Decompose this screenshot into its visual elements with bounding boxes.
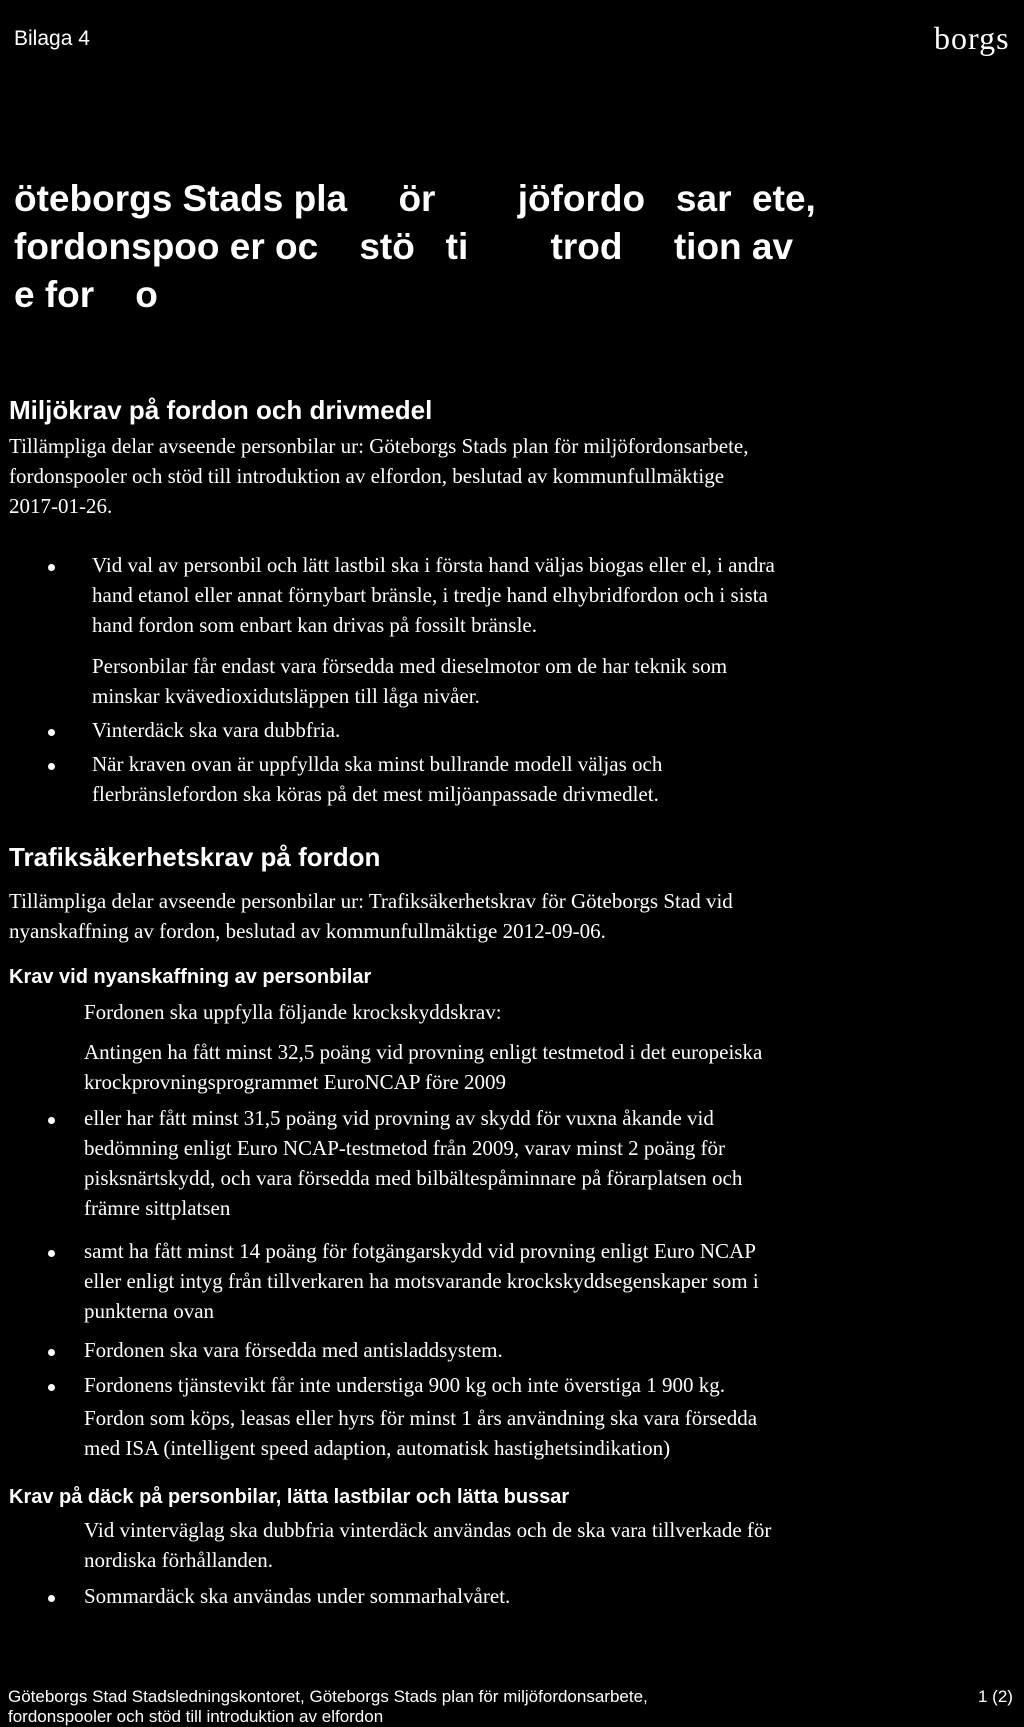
list-item-line: med ISA (intelligent speed adaption, automatisk hastighetsindikation) bbox=[84, 1436, 671, 1460]
list-item bbox=[84, 1236, 759, 1326]
bullet-icon bbox=[48, 1117, 55, 1124]
list-item bbox=[92, 749, 662, 809]
list-item bbox=[92, 651, 727, 711]
list-item-line: När kraven ovan är uppfyllda ska minst bullrande modell väljas och bbox=[92, 752, 663, 776]
intro-line: fordonspooler och stöd till introduktion av elfordon, beslutad av kommunfullmäktige bbox=[9, 464, 725, 488]
list-item bbox=[84, 997, 502, 1027]
list-item-line: flerbränslefordon ska köras på det mest miljöanpassade drivmedlet. bbox=[92, 782, 659, 806]
list-item bbox=[84, 1581, 510, 1611]
list-item-line: punkterna ovan bbox=[84, 1299, 215, 1323]
bullet-icon bbox=[48, 564, 55, 571]
footer-line: fordonspooler och stöd till introduktion av elfordon bbox=[8, 1707, 384, 1726]
intro-line: Tillämpliga delar avseende personbilar ur: Göteborgs Stads plan för miljöfordonsarbete, bbox=[9, 434, 749, 458]
list-item-line: bedömning enligt Euro NCAP-testmetod från 2009, varav minst 2 poäng för bbox=[84, 1136, 725, 1160]
list-item-line: Vid val av personbil och lätt lastbil ska i första hand väljas biogas eller el, i andra bbox=[92, 553, 775, 577]
list-item bbox=[92, 550, 775, 640]
list-item bbox=[84, 1515, 771, 1575]
list-item bbox=[92, 715, 340, 745]
page-footer bbox=[8, 1687, 968, 1727]
list-item-line: eller har fått minst 31,5 poäng vid provning av skydd för vuxna åkande vid bbox=[84, 1106, 714, 1130]
section-intro-traffic-safety bbox=[9, 886, 999, 946]
list-item-line: Vinterdäck ska vara dubbfria. bbox=[92, 718, 341, 742]
intro-line: nyanskaffning av fordon, beslutad av kommunfullmäktige 2012-09-06. bbox=[9, 919, 606, 943]
list-item-line: hand etanol eller annat förnybart bränsle, i tredje hand elhybridfordon och i sista bbox=[92, 583, 768, 607]
list-item-line: eller enligt intyg från tillverkaren ha motsvarande krockskyddsegenskaper som i bbox=[84, 1269, 759, 1293]
list-item-line: Fordonen ska uppfylla följande krockskyddskrav: bbox=[84, 1000, 502, 1024]
list-item-line: Sommardäck ska användas under sommarhalvåret. bbox=[84, 1584, 511, 1608]
bullet-icon bbox=[48, 729, 55, 736]
list-item-line: Antingen ha fått minst 32,5 poäng vid provning enligt testmetod i det europeiska bbox=[84, 1040, 763, 1064]
section-heading-traffic-safety: Trafiksäkerhetskrav på fordon bbox=[9, 842, 381, 872]
list-item bbox=[84, 1370, 725, 1400]
intro-line: 2017-01-26. bbox=[9, 494, 113, 518]
title-line-3: e for o bbox=[14, 274, 158, 315]
list-item bbox=[84, 1037, 762, 1097]
list-item-line: samt ha fått minst 14 poäng för fotgängarskydd vid provning enligt Euro NCAP bbox=[84, 1239, 756, 1263]
list-item-line: Fordonens tjänstevikt får inte understiga 900 kg och inte överstiga 1 900 kg. bbox=[84, 1373, 725, 1397]
list-item-line: Fordonen ska vara försedda med antisladdsystem. bbox=[84, 1338, 503, 1362]
list-item-line: nordiska förhållanden. bbox=[84, 1548, 273, 1572]
section-heading-tyres: Krav på däck på personbilar, lätta lastbilar och lätta bussar bbox=[9, 1486, 570, 1508]
bullet-icon bbox=[48, 1384, 55, 1391]
list-item bbox=[84, 1335, 503, 1365]
list-item-line: krockprovningsprogrammet EuroNCAP före 2009 bbox=[84, 1070, 507, 1094]
list-item-line: Personbilar får endast vara försedda med dieselmotor om de har teknik som bbox=[92, 654, 728, 678]
header-fragment: borgs bbox=[934, 20, 1010, 56]
list-item-line: främre sittplatsen bbox=[84, 1196, 231, 1220]
bullet-icon bbox=[48, 1349, 55, 1356]
title-line-2: fordonspoo er oc stö ti trod tion av bbox=[14, 226, 794, 267]
subheading-new-cars: Krav vid nyanskaffning av personbilar bbox=[9, 966, 372, 988]
list-item bbox=[84, 1403, 757, 1463]
document-title bbox=[14, 175, 994, 319]
list-item bbox=[84, 1103, 742, 1223]
title-line-1: öteborgs Stads pla ör jöfordo sar ete, bbox=[14, 178, 816, 219]
page-number: 1 (2) bbox=[978, 1687, 1013, 1706]
list-item-line: Vid vinterväglag ska dubbfria vinterdäck användas och de ska vara tillverkade för bbox=[84, 1518, 772, 1542]
section-intro-environment bbox=[9, 431, 999, 521]
section-heading-environment: Miljökrav på fordon och drivmedel bbox=[9, 395, 433, 425]
footer-line: Göteborgs Stad Stadsledningskontoret, Göteborgs Stads plan för miljöfordonsarbete, bbox=[8, 1687, 648, 1706]
list-item-line: hand fordon som enbart kan drivas på fossilt bränsle. bbox=[92, 613, 537, 637]
list-item-line: pisksnärtskydd, och vara försedda med bilbältespåminnare på förarplatsen och bbox=[84, 1166, 743, 1190]
bullet-icon bbox=[48, 1250, 55, 1257]
bullet-icon bbox=[48, 763, 55, 770]
intro-line: Tillämpliga delar avseende personbilar ur: Trafiksäkerhetskrav för Göteborgs Stad vid bbox=[9, 889, 733, 913]
list-item-line: minskar kvävedioxidutsläppen till låga nivåer. bbox=[92, 684, 480, 708]
attachment-label: Bilaga 4 bbox=[14, 27, 90, 50]
bullet-icon bbox=[48, 1595, 55, 1602]
list-item-line: Fordon som köps, leasas eller hyrs för minst 1 års användning ska vara försedda bbox=[84, 1406, 758, 1430]
